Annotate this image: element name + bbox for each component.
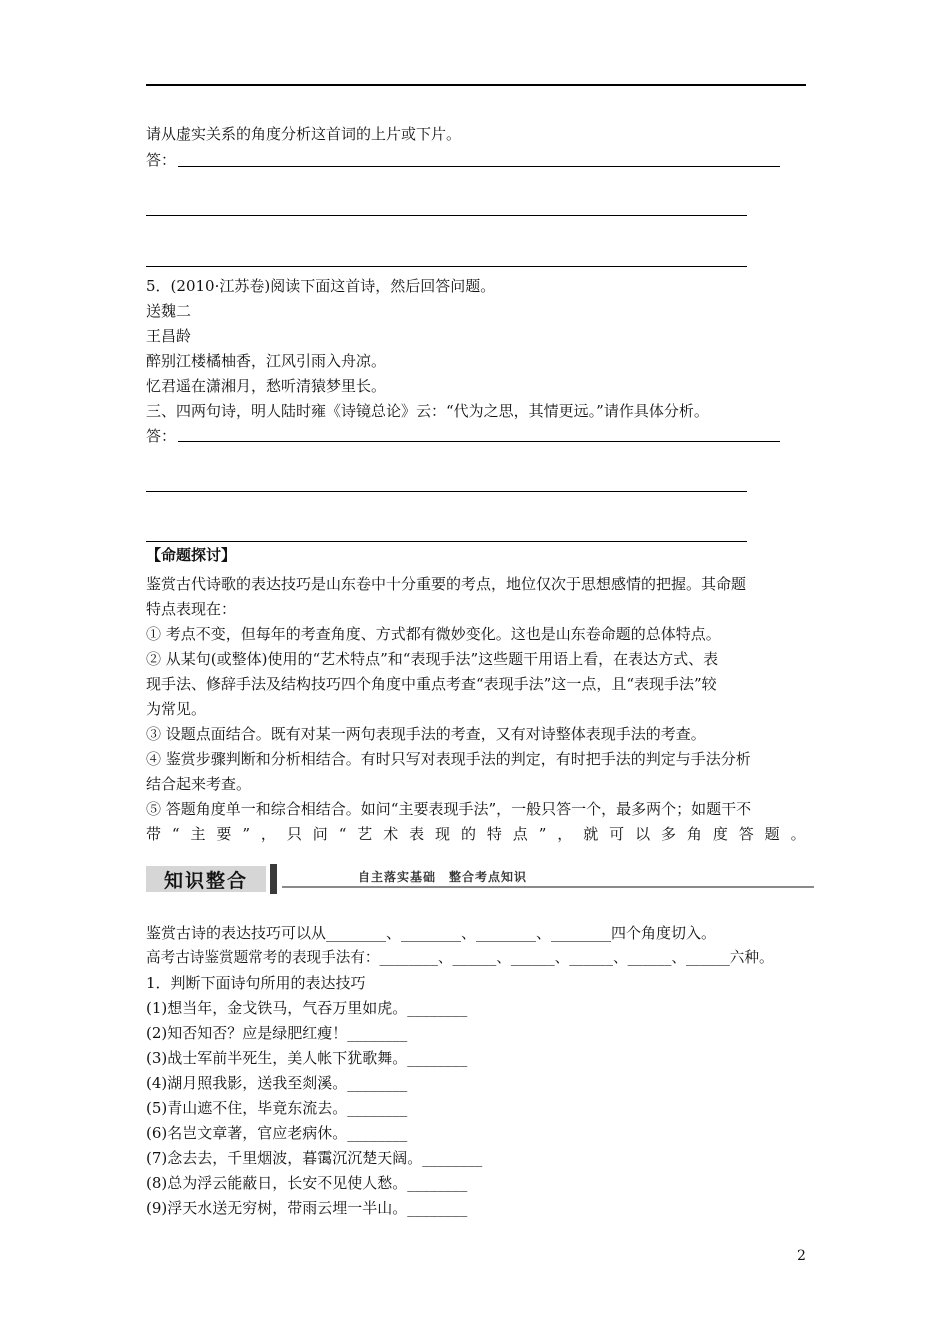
banner-rule [282,886,814,888]
discussion-heading: 【命题探讨】 [146,546,237,564]
q5-answer-label: 答： [146,427,177,445]
exercise-item: (7)念去去，千里烟波，暮霭沉沉楚天阔。________ [146,1149,483,1167]
q4-answer-line-1[interactable] [178,166,780,167]
justified-char: ， [557,825,573,843]
discussion-point-5-line-1: ⑤ 答题角度单一和综合相结合。如问“主要表现手法”，一般只答一个，最多两个；如题干不 [146,800,752,818]
justified-char: 题 [764,825,780,843]
justified-char: 问 [312,825,328,843]
discussion-point-4-line-2: 结合起来考查。 [146,775,252,793]
justified-char: ” [242,825,251,843]
exercise-item: (8)总为浮云能蔽日，长安不见使人愁。________ [146,1174,468,1192]
justified-char: 多 [660,825,676,843]
justified-char: 特 [486,825,502,843]
justified-char: 术 [383,825,399,843]
justified-char: 度 [712,825,728,843]
justified-char: 点 [512,825,528,843]
justified-char: 现 [435,825,451,843]
justified-char: 要 [216,825,232,843]
discussion-point-2-line-2: 现手法、修辞手法及结构技巧四个角度中重点考查“表现手法”这一点，且“表现手法”较 [146,675,717,693]
discussion-intro-line-1: 鉴赏古代诗歌的表达技巧是山东卷中十分重要的考点，地位仅次于思想感情的把握。其命题 [146,575,747,593]
justified-char: 艺 [357,825,373,843]
q5-answer-line-2[interactable] [146,491,747,492]
justified-char: ” [538,825,547,843]
q5-poem-line-1: 醉别江楼橘柚香，江风引雨入舟凉。 [146,352,387,370]
discussion-point-4-line-1: ④ 鉴赏步骤判断和分析相结合。有时只写对表现手法的判定，有时把手法的判定与手法分析 [146,750,751,768]
exercise-item: (5)青山遮不住，毕竟东流去。________ [146,1099,408,1117]
q5-poem-title: 送魏二 [146,302,192,320]
q5-question: 三、四两句诗，明人陆时雍《诗镜总论》云：“代为之思，其情更远。”请作具体分析。 [146,402,709,420]
justified-char: 答 [738,825,754,843]
q5-poem-line-2: 忆君遥在潇湘月，愁听清猿梦里长。 [146,377,387,395]
exercise-item: (2)知否知否？应是绿肥红瘦！________ [146,1024,408,1042]
exercise-heading: 1．判断下面诗句所用的表达技巧 [146,974,366,992]
justified-char: 表 [409,825,425,843]
discussion-point-5-line-2 [146,824,806,844]
justified-char: “ [338,825,347,843]
banner-title: 知识整合 [146,866,266,892]
discussion-point-2-line-1: ② 从某句(或整体)使用的“艺术特点”和“表现手法”这些题干用语上看，在表达方式、表 [146,650,719,668]
q4-answer-line-2[interactable] [146,215,747,216]
q4-answer-label: 答： [146,151,177,169]
justified-char: 角 [686,825,702,843]
q5-answer-line-3[interactable] [146,541,747,542]
justified-char: 以 [635,825,651,843]
exercise-item: (3)战士军前半死生，美人帐下犹歌舞。________ [146,1049,468,1067]
section-banner [146,860,814,896]
justified-char: “ [171,825,180,843]
q4-answer-line-3[interactable] [146,266,747,267]
justified-char: 带 [146,825,162,843]
discussion-point-1: ① 考点不变，但每年的考查角度、方式都有微妙变化。这也是山东卷命题的总体特点。 [146,625,721,643]
discussion-intro-line-2: 特点表现在： [146,600,237,618]
justified-char: 可 [609,825,625,843]
q5-answer-line-1[interactable] [178,441,780,442]
q5-heading: 5．(2010·江苏卷)阅读下面这首诗，然后回答问题。 [146,277,496,295]
justified-char: 就 [583,825,599,843]
header-rule [146,84,806,86]
justified-char: 的 [460,825,476,843]
justified-char: 。 [790,825,806,843]
justified-char: 主 [190,825,206,843]
discussion-point-2-line-3: 为常见。 [146,700,207,718]
justified-char: ， [260,825,276,843]
exercise-item: (4)湖月照我影，送我至剡溪。________ [146,1074,408,1092]
q5-poet: 王昌龄 [146,327,192,345]
page-number: 2 [797,1248,806,1264]
exercise-item: (9)浮天水送无穷树，带雨云埋一半山。________ [146,1199,468,1217]
justified-char: 只 [286,825,302,843]
q4-prompt: 请从虚实关系的角度分析这首词的上片或下片。 [146,125,462,143]
banner-subtitle: 自主落实基础 整合考点知识 [358,870,528,884]
banner-divider-bar [270,864,277,894]
knowledge-line-2: 高考古诗鉴赏题常考的表现手法有：________、______、______、______、______、______六种。 [146,949,774,966]
discussion-point-3: ③ 设题点面结合。既有对某一两句表现手法的考查，又有对诗整体表现手法的考查。 [146,725,706,743]
knowledge-line-1: 鉴赏古诗的表达技巧可以从________、________、________、________四个角度切入。 [146,924,717,942]
exercise-item: (6)名岂文章著，官应老病休。________ [146,1124,408,1142]
exercise-item: (1)想当年，金戈铁马，气吞万里如虎。________ [146,999,468,1017]
